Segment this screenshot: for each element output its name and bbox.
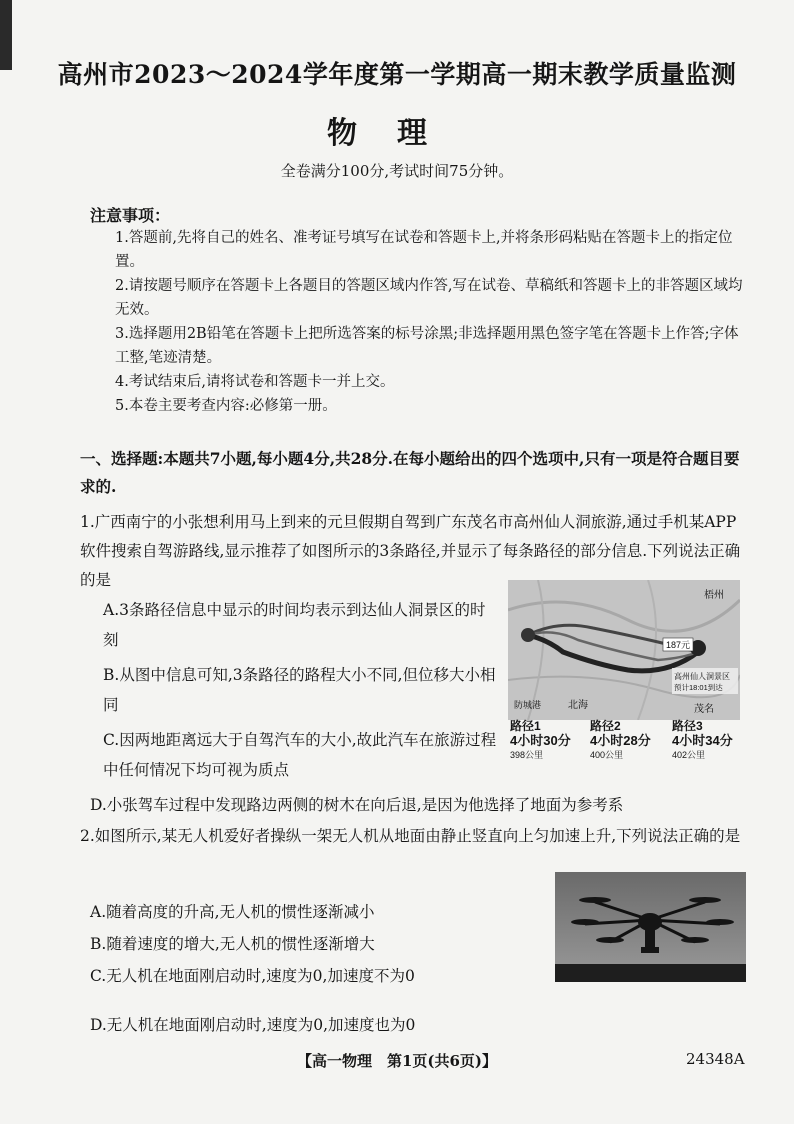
question-2-option-b: B.随着速度的增大,无人机的惯性逐渐增大 xyxy=(90,935,375,953)
notice-list xyxy=(115,226,745,418)
question-1-option-c: C.因两地距离远大于自驾汽车的大小,故此汽车在旅游过程中任何情况下均可视为质点 xyxy=(103,731,497,779)
notice-heading: 注意事项： xyxy=(90,206,171,225)
map-label: 茂名 xyxy=(694,704,714,715)
section-heading: 一、选择题:本题共7小题,每小题4分,共28分.在每小题给出的四个选项中,只有一项是符合题目要求的. xyxy=(80,449,740,496)
notice-item: 5.本卷主要考查内容:必修第一册。 xyxy=(115,398,337,414)
exam-info: 全卷满分100分,考试时间75分钟。 xyxy=(280,162,514,180)
notice-item: 1.答题前,先将自己的姓名、准考证号填写在试卷和答题卡上,并将条形码粘贴在答题卡上的指定位置。 xyxy=(115,230,733,270)
route-name: 路径3 xyxy=(672,719,703,733)
eta-label: 预计18:01到达 xyxy=(674,683,723,692)
question-2-stem: 2.如图所示,某无人机爱好者操纵一架无人机从地面由静止竖直向上匀加速上升,下列说法正确的是 xyxy=(80,827,741,845)
destination-label: 高州仙人洞景区 xyxy=(674,672,730,681)
route-distance: 400公里 xyxy=(590,750,624,760)
subject-title: 物理 xyxy=(327,116,467,151)
route-card xyxy=(590,719,668,761)
route-time: 4小时30分 xyxy=(510,733,571,748)
question-2-option-a: A.随着高度的升高,无人机的惯性逐渐减小 xyxy=(90,903,375,921)
map-label: 梧州 xyxy=(704,590,724,601)
notice-item: 3.选择题用2B铅笔在答题卡上把所选答案的标号涂黑;非选择题用黑色签字笔在答题卡上作答;字体工整,笔迹清楚。 xyxy=(115,326,739,366)
question-2-option-c: C.无人机在地面刚启动时,速度为0,加速度不为0 xyxy=(90,967,415,985)
drone-graphic xyxy=(555,872,746,982)
route-time: 4小时28分 xyxy=(590,733,651,748)
page-footer: 【高一物理 第1页(共6页)】 xyxy=(296,1052,498,1070)
question-1-option-d: D.小张驾车过程中发现路边两侧的树木在向后退,是因为他选择了地面为参考系 xyxy=(90,796,624,814)
start-pin-icon xyxy=(521,628,535,642)
notice-item: 2.请按题号顺序在答题卡上各题目的答题区域内作答,写在试卷、草稿纸和答题卡上的非答题区域均无效。 xyxy=(115,278,743,318)
route-map-graphic xyxy=(508,580,740,720)
route-distance: 402公里 xyxy=(672,750,706,760)
route-distance: 398公里 xyxy=(510,750,544,760)
notice-item: 4.考试结束后,请将试卷和答题卡一并上交。 xyxy=(115,374,395,390)
question-1-option-b: B.从图中信息可知,3条路径的路程大小不同,但位移大小相同 xyxy=(103,666,496,714)
question-1-option-a: A.3条路径信息中显示的时间均表示到达仙人洞景区的时刻 xyxy=(103,601,486,649)
map-label: 防城港 xyxy=(514,700,542,710)
paper-code: 24348A xyxy=(686,1050,745,1068)
route-time: 4小时34分 xyxy=(672,733,733,748)
route-map-image xyxy=(508,580,740,720)
drone-photo xyxy=(555,872,746,982)
map-label: 北海 xyxy=(568,700,588,711)
route-card xyxy=(672,719,750,761)
route-name: 路径1 xyxy=(510,719,541,733)
question-2-option-d: D.无人机在地面刚启动时,速度为0,加速度也为0 xyxy=(90,1016,416,1034)
toll-label: 187元 xyxy=(666,640,691,650)
route-name: 路径2 xyxy=(590,719,621,733)
exam-title: 高州市2023～2024学年度第一学期高一期末教学质量监测 xyxy=(57,60,737,89)
route-card xyxy=(510,719,588,761)
question-1-stem: 1.广西南宁的小张想利用马上到来的元旦假期自驾到广东茂名市高州仙人洞旅游,通过手机某APP软件搜索自驾游路线,显示推荐了如图所示的3条路径,并显示了每条路径的部分信息.下列说法正确的是 xyxy=(80,513,741,589)
